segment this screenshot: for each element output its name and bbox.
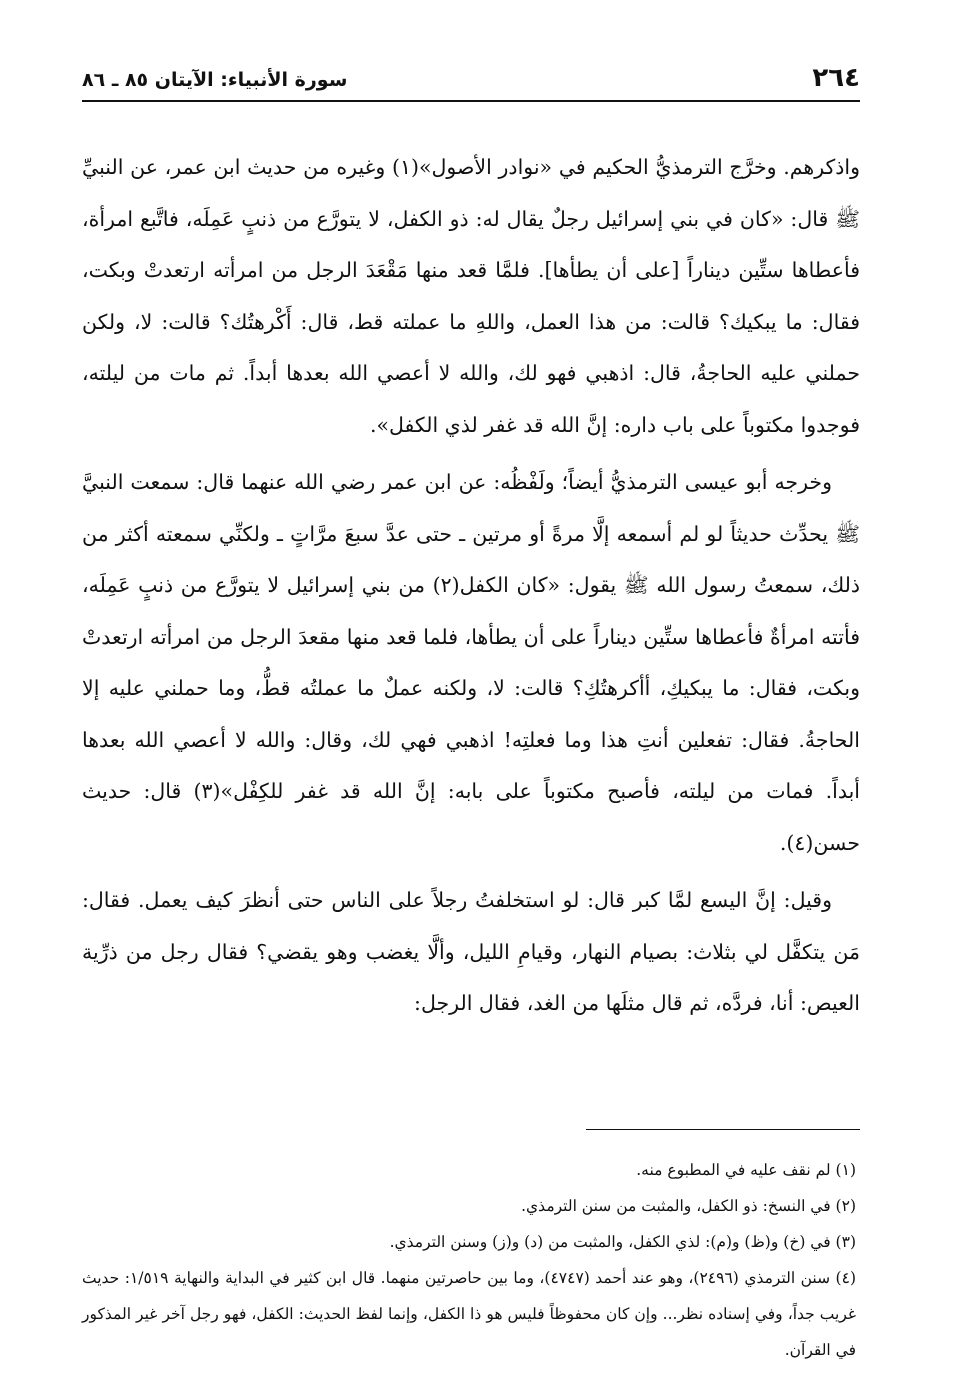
main-text bbox=[82, 142, 860, 1036]
paragraph-2: وخرجه أبو عيسى الترمذيُّ أيضاً؛ ولَفْظُه: عن ابن عمر رضي الله عنهما قال: سمعت النبيَّ ﷺ يحدِّث حديثاً لو لم أسمعه إلَّا مرةً أو مرتين ـ حتى عدَّ سبعَ مرَّاتٍ ـ ولكنِّي سمعته أكثر من ذلك، سمعتُ رسول الله ﷺ يقول: «كان الكفل(٢) من بني إسرائيل لا يتورَّع من ذنبٍ عَمِلَه، فأتته امرأةٌ فأعطاها ستِّين ديناراً على أن يطأها، فلما قعد منها مقعدَ الرجل من امرأته ارتعدتْ وبكت، فقال: ما يبكيكِ، أأكرهتُكِ؟ قالت: لا، ولكنه عملٌ ما عملتُه قطُّ، وما حملني عليه إلا الحاجةُ. فقال: تفعلين أنتِ هذا وما فعلتِه! اذهبي فهي لك، وقال: والله لا أعصي الله بعدها أبداً. فمات من ليلته، فأصبح مكتوباً على بابه: إنَّ الله قد غفر للكِفْل»(٣) قال: حديث حسن(٤). bbox=[82, 470, 861, 855]
footnote-1: (١) لم نقف عليه في المطبوع منه. bbox=[636, 1161, 856, 1179]
running-title: سورة الأنبياء: الآيتان ٨٥ ـ ٨٦ bbox=[82, 69, 348, 91]
paragraph-1: واذكرهم. وخرَّج الترمذيُّ الحكيم في «نوادر الأصول»(١) وغيره من حديث ابن عمر، عن النبيِّ ﷺ قال: «كان في بني إسرائيل رجلٌ يقال له: ذو الكفل، لا يتورَّع من ذنبٍ عَمِلَه، فاتَّبع امرأة، فأعطاها ستِّين ديناراً [على أن يطأها]. فلمَّا قعد منها مَقْعَدَ الرجل من امرأته ارتعدتْ وبكت، فقال: ما يبكيك؟ قالت: من هذا العمل، واللهِ ما عملته قط، قال: أَكْرهتُك؟ قالت: لا، ولكن حملني عليه الحاجةُ، قال: اذهبي فهو لك، والله لا أعصي الله بعدها أبداً. ثم مات من ليلته، فوجدوا مكتوباً على باب داره: إنَّ الله قد غفر لذي الكفل». bbox=[82, 155, 860, 437]
footnotes bbox=[82, 1152, 860, 1368]
book-page bbox=[82, 60, 860, 1360]
paragraph-3: وقيل: إنَّ اليسع لمَّا كبر قال: لو استخلفتُ رجلاً على الناس حتى أنظرَ كيف يعمل. فقال: مَن يتكفَّل لي بثلاث: بصيام النهار، وقيامِ الليل، وألَّا يغضب وهو يقضي؟ فقال رجل من ذرِّية العيص: أنا، فردَّه، ثم قال مثلَها من الغد، فقال الرجل: bbox=[82, 888, 860, 1015]
footnote-2: (٢) في النسخ: ذو الكفل، والمثبت من سنن الترمذي. bbox=[521, 1197, 856, 1215]
page-number: ٢٦٤ bbox=[812, 63, 860, 93]
page-header bbox=[82, 60, 860, 102]
footnote-divider bbox=[586, 1129, 860, 1130]
footnote-3: (٣) في (خ) و(ظ) و(م): لذي الكفل، والمثبت من (د) و(ز) وسنن الترمذي. bbox=[389, 1233, 856, 1251]
footnote-4: (٤) سنن الترمذي (٢٤٩٦)، وهو عند أحمد (٤٧٤٧)، وما بين حاصرتين منهما. قال ابن كثير في البداية والنهاية ١/٥١٩: حديث غريب جداً، وفي إسناده نظر... وإن كان محفوظاً فليس هو ذا الكفل، وإنما لفظ الحديث: الكفل، فهو رجل آخر غير المذكور في القرآن. bbox=[82, 1269, 856, 1359]
